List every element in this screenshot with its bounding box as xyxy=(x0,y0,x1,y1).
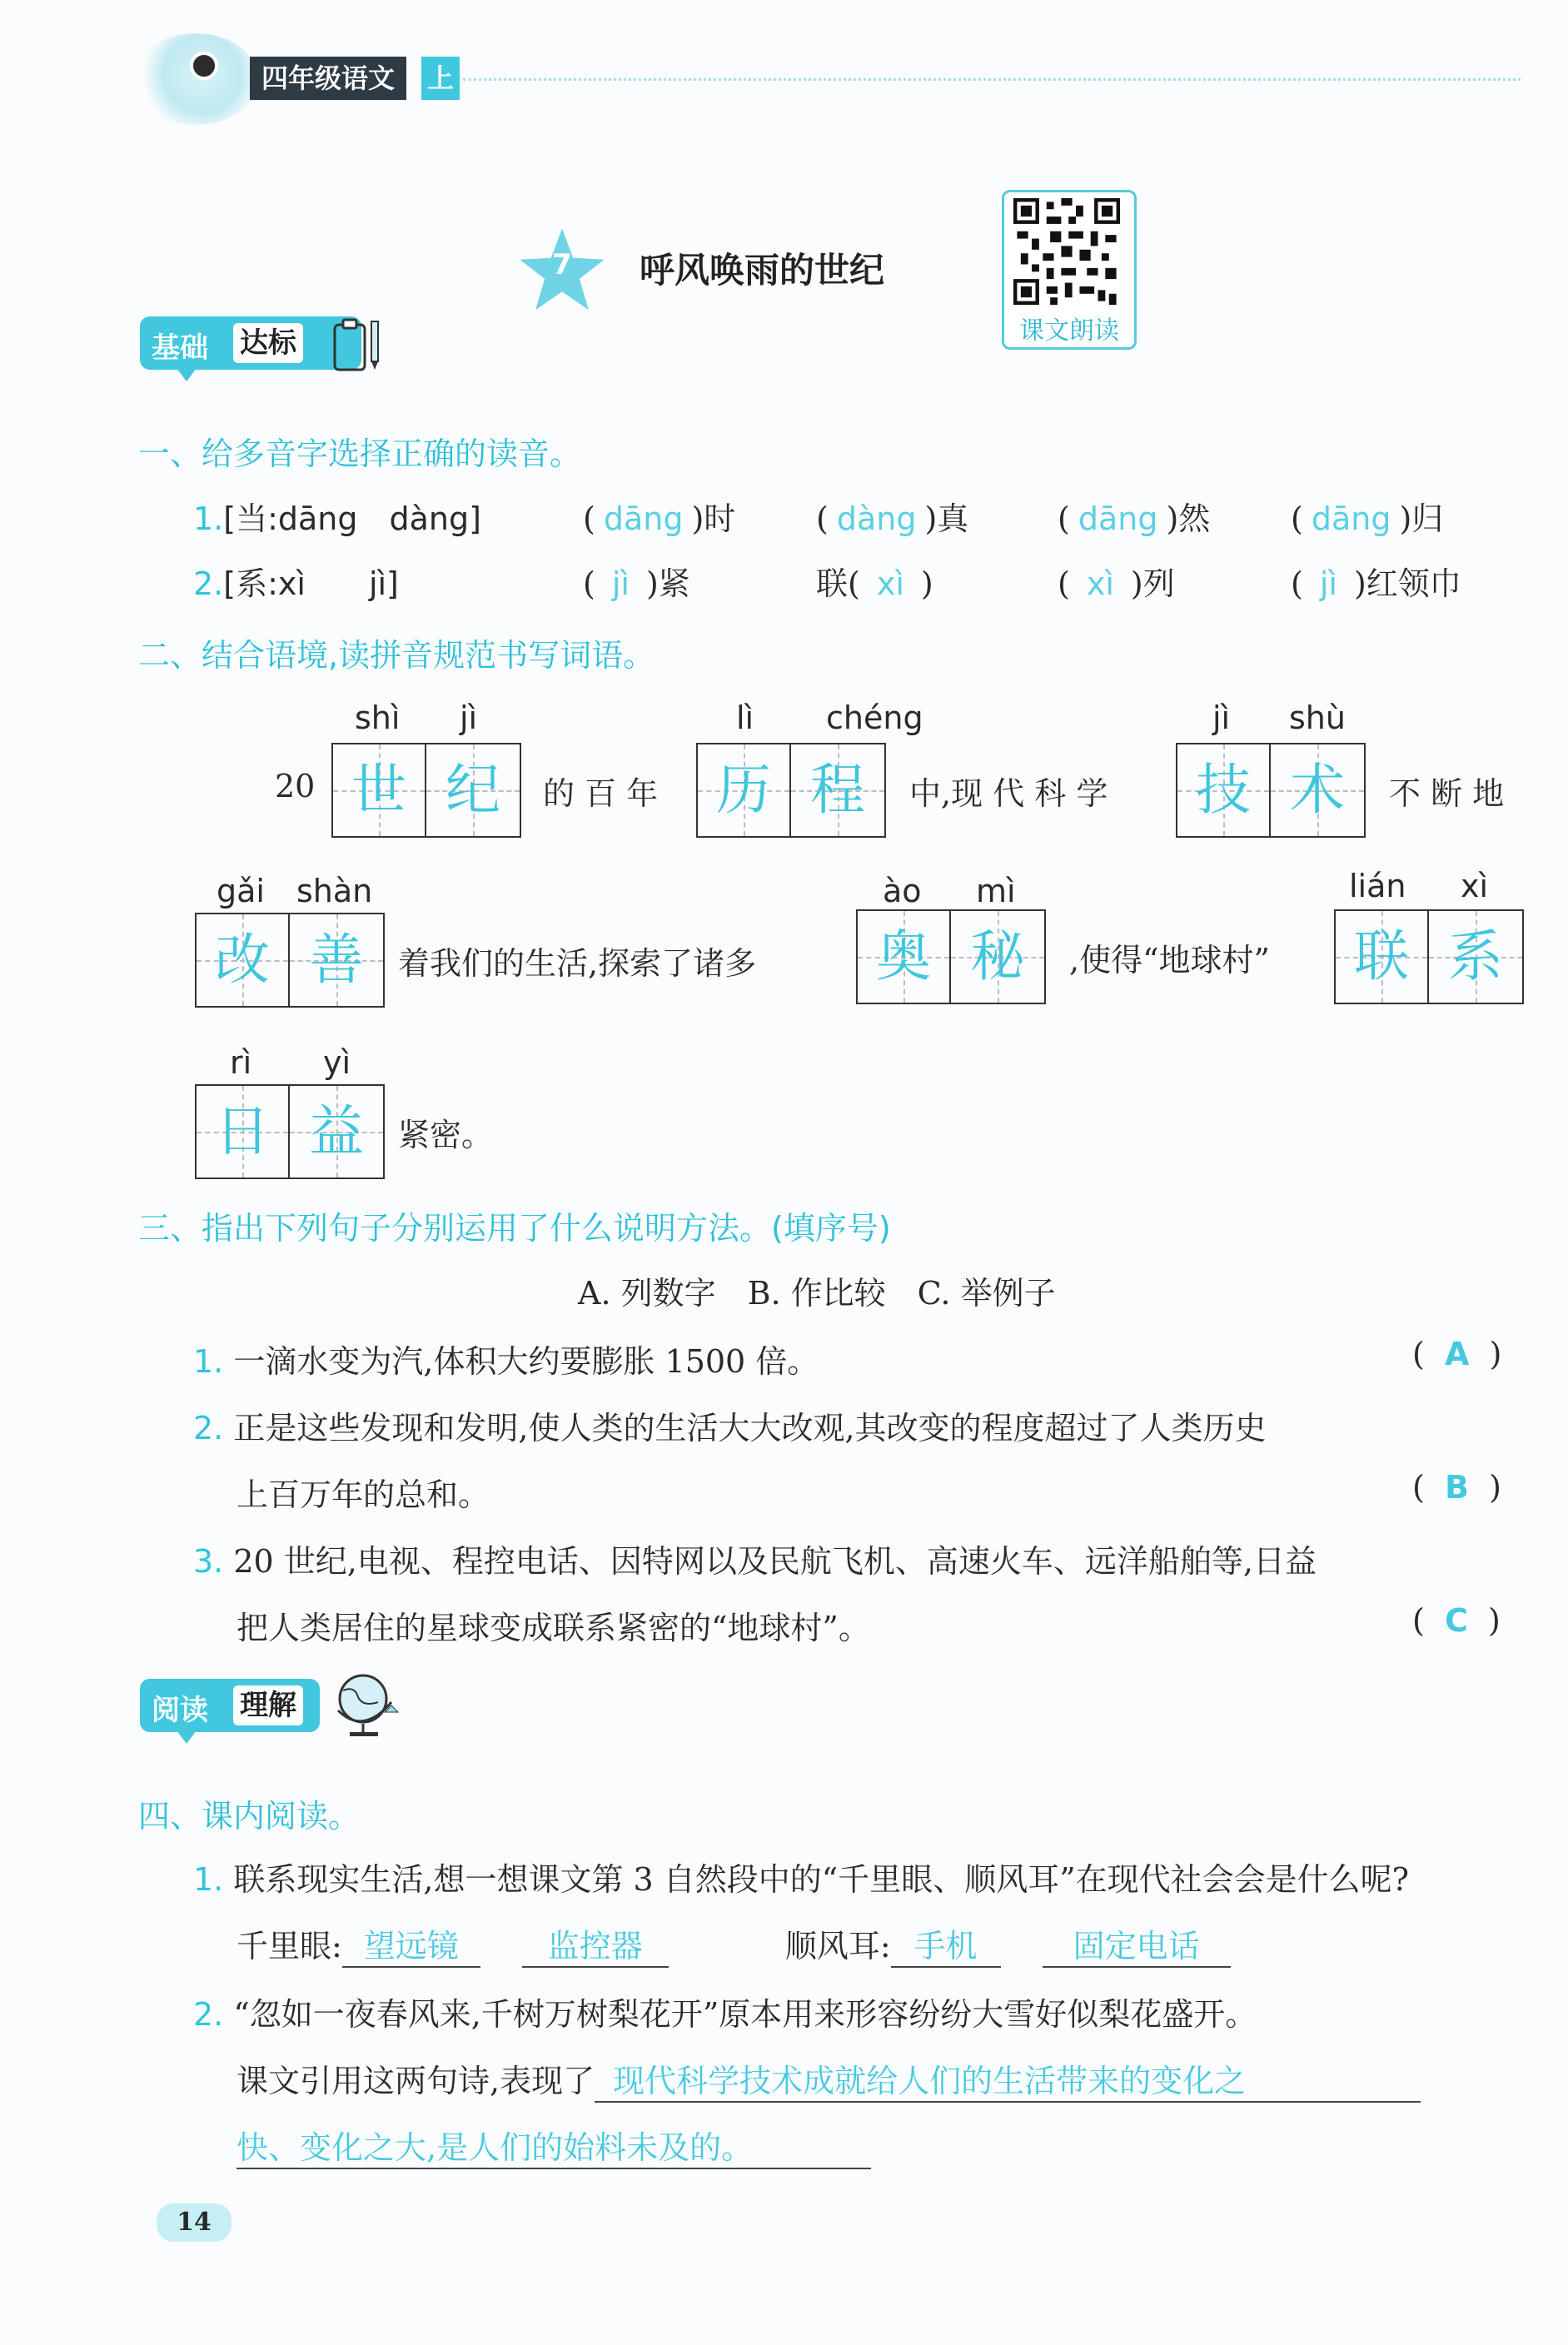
writing-grid-5[interactable] xyxy=(856,909,1046,1004)
grid-cell[interactable]: 术 xyxy=(1271,744,1364,836)
answer-blank[interactable]: 固定电话 xyxy=(1043,1920,1231,1968)
qr-label: 课文朗读 xyxy=(1019,316,1119,346)
answer-blank[interactable]: 手机 xyxy=(891,1920,1001,1968)
pinyin: shì xyxy=(355,700,401,736)
answer-blank[interactable]: 快、变化之大,是人们的始料未及的。 xyxy=(236,2122,871,2169)
page-number: 14 xyxy=(157,2203,231,2242)
writing-grid-7[interactable] xyxy=(195,1084,385,1179)
q4-item-2: 2. “忽如一夜春风来,千树万树梨花开”原本用来形容纷纷大雪好似梨花盛开。 xyxy=(193,1996,1257,2033)
polyphone-prompt: [当:dāng dàng] xyxy=(223,500,481,537)
grid-cell[interactable]: 日 xyxy=(197,1086,290,1177)
pinyin: xì xyxy=(1461,868,1489,904)
qr-code-icon[interactable] xyxy=(1013,198,1120,305)
sentence-text: 不 断 地 xyxy=(1389,775,1505,812)
pinyin: shù xyxy=(1289,700,1346,736)
q1-2-blank-3[interactable]: ( xì )列 xyxy=(1058,565,1175,602)
item-number: 2. xyxy=(193,565,224,602)
polyphone-prompt: [系:xì jì] xyxy=(223,565,399,602)
grid-cell[interactable]: 秘 xyxy=(951,911,1044,1003)
pinyin: ào xyxy=(883,873,922,909)
badge-part1: 阅读 xyxy=(152,1694,208,1727)
q3-item-3-cont: 把人类居住的星球变成联系紧密的“地球村”。 xyxy=(236,1610,870,1646)
q4-item-2-line2: 课文引用这两句诗,表现了 现代科学技术成就给人们的生活带来的变化之 xyxy=(236,2055,1421,2103)
sentence-text: 着我们的生活,探索了诸多 xyxy=(398,945,757,982)
q3-item-2: 2. 正是这些发现和发明,使人类的生活大大改观,其改变的程度超过了人类历史 xyxy=(193,1410,1267,1446)
answer-blank[interactable]: 监控器 xyxy=(522,1920,669,1968)
grid-cell[interactable]: 世 xyxy=(333,744,426,836)
volume-badge: 上 xyxy=(421,57,460,100)
q4-item-2-line3 xyxy=(236,2122,871,2169)
sentence-text: ,使得“地球村” xyxy=(1069,942,1270,978)
q3-answer-3[interactable]: ( C ) xyxy=(1412,1602,1501,1639)
badge-part2: 达标 xyxy=(233,323,303,363)
sentence-text: 的 百 年 xyxy=(543,775,659,812)
logo-face-icon xyxy=(190,52,218,80)
writing-grid-3[interactable] xyxy=(1176,743,1366,838)
q2-heading: 二、结合语境,读拼音规范书写词语。 xyxy=(138,637,655,674)
pinyin: lián xyxy=(1349,868,1406,904)
q3-item-3: 3. 20 世纪,电视、程控电话、因特网以及民航飞机、高速火车、远洋船舶等,日益 xyxy=(193,1543,1317,1580)
q4-heading: 四、课内阅读。 xyxy=(138,1798,361,1835)
badge-part2: 理解 xyxy=(233,1685,303,1725)
q1-1-blank-4[interactable]: ( dāng )归 xyxy=(1291,500,1444,537)
pinyin: yì xyxy=(323,1044,351,1081)
header-logo xyxy=(133,33,258,125)
grid-cell[interactable]: 程 xyxy=(791,744,884,836)
section-badge-reading xyxy=(140,1679,320,1732)
grid-cell[interactable]: 奥 xyxy=(858,911,951,1003)
pinyin: shàn xyxy=(296,873,373,909)
q4-item-1-answers: 千里眼: 望远镜 监控器 顺风耳: 手机 固定电话 xyxy=(236,1920,1231,1968)
grid-cell[interactable]: 善 xyxy=(290,914,383,1006)
lesson-number: 7 xyxy=(552,248,572,281)
book-title: 四年级语文 xyxy=(250,57,406,100)
sentence-text: 中,现 代 科 学 xyxy=(909,775,1108,812)
q1-1-blank-1[interactable]: ( dāng )时 xyxy=(583,500,736,537)
q1-item-2 xyxy=(193,558,399,604)
sentence-text: 紧密。 xyxy=(398,1117,494,1153)
q3-item-2-cont: 上百万年的总和。 xyxy=(236,1476,490,1513)
header-divider xyxy=(463,78,1521,81)
grid-cell[interactable]: 益 xyxy=(290,1086,383,1177)
q1-2-blank-1[interactable]: ( jì )紧 xyxy=(583,565,690,602)
q1-1-blank-2[interactable]: ( dàng )真 xyxy=(816,500,969,537)
clipboard-pen-icon xyxy=(331,315,386,375)
grid-cell[interactable]: 系 xyxy=(1429,911,1522,1003)
writing-grid-4[interactable] xyxy=(195,913,385,1008)
lesson-title: 呼风唤雨的世纪 xyxy=(640,250,885,291)
q3-answer-2[interactable]: ( B ) xyxy=(1412,1469,1501,1506)
q1-1-blank-3[interactable]: ( dāng )然 xyxy=(1058,500,1211,537)
q1-2-blank-2[interactable]: 联( xì ) xyxy=(816,565,933,602)
grid-cell[interactable]: 历 xyxy=(698,744,791,836)
badge-part1: 基础 xyxy=(152,331,208,365)
q1-heading: 一、给多音字选择正确的读音。 xyxy=(138,436,582,472)
pinyin: jì xyxy=(1212,700,1231,736)
grid-cell[interactable]: 纪 xyxy=(426,744,520,836)
writing-grid-2[interactable] xyxy=(696,743,886,838)
q4-item-1: 1. 联系现实生活,想一想课文第 3 自然段中的“千里眼、顺风耳”在现代社会会是什么呢? xyxy=(193,1861,1410,1898)
q3-item-1: 1. 一滴水变为汽,体积大约要膨胀 1500 倍。 xyxy=(193,1343,819,1380)
q1-2-blank-4[interactable]: ( jì )红领巾 xyxy=(1291,565,1461,602)
grid-cell[interactable]: 联 xyxy=(1336,911,1429,1003)
sentence-text: 20 xyxy=(275,768,316,804)
q3-options: A. 列数字 B. 作比较 C. 举例子 xyxy=(578,1275,1056,1312)
q3-answer-1[interactable]: ( A ) xyxy=(1412,1336,1502,1372)
item-number: 1. xyxy=(193,500,224,537)
answer-blank[interactable]: 现代科学技术成就给人们的生活带来的变化之 xyxy=(595,2055,1421,2103)
answer-blank[interactable]: 望远镜 xyxy=(342,1920,480,1968)
q1-item-1 xyxy=(193,493,481,539)
grid-cell[interactable]: 改 xyxy=(197,914,290,1006)
pinyin: rì xyxy=(230,1044,252,1081)
grid-cell[interactable]: 技 xyxy=(1177,744,1271,836)
pinyin: lì xyxy=(736,700,754,736)
badge-tail xyxy=(177,368,197,381)
pinyin: chéng xyxy=(826,700,923,736)
writing-grid-1[interactable] xyxy=(331,743,521,838)
pinyin: jì xyxy=(460,700,478,736)
globe-icon xyxy=(330,1669,406,1739)
writing-grid-6[interactable] xyxy=(1334,909,1524,1004)
q3-heading: 三、指出下列句子分别运用了什么说明方法。(填序号) xyxy=(138,1210,891,1247)
section-badge-basic xyxy=(140,316,361,370)
badge-tail xyxy=(177,1730,197,1744)
pinyin: mì xyxy=(976,873,1016,909)
pinyin: gǎi xyxy=(217,873,265,909)
